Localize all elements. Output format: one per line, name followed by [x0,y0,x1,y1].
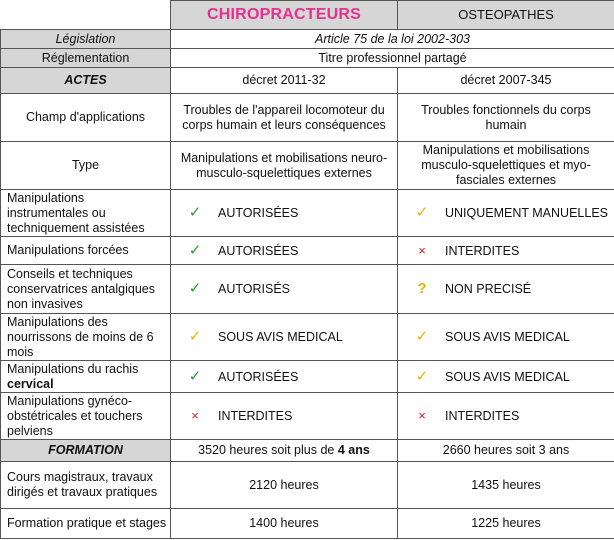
header-empty-cell [1,1,171,30]
table-row [1,237,614,265]
row-chiro [171,314,398,361]
row-osteo [398,237,614,265]
cross-icon: × [418,242,426,258]
chiropracteurs-title: CHIROPRACTEURS [207,6,361,23]
cours-label: Cours magistraux, travaux dirigés et travaux pratiques [1,462,171,509]
cross-icon: × [418,408,426,423]
row-label-bold: cervical [7,376,54,391]
pratique-chiro: 1400 heures [171,509,398,539]
actes-label: ACTES [1,68,171,94]
actes-row [1,68,614,94]
formation-osteo: 2660 heures soit 3 ans [398,440,614,462]
row-chiro-text: AUTORISÉES [218,243,299,258]
table-row [1,393,614,440]
table-row [1,314,614,361]
row-osteo [398,190,614,237]
champ-chiro: Troubles de l'appareil locomoteur du corps humain et leurs conséquences [171,94,398,142]
row-chiro-text: AUTORISÉS [218,282,291,296]
type-osteo: Manipulations et mobilisations musculo-squelettiques et myo-fasciales externes [398,142,614,190]
header-row [1,1,614,30]
row-label [1,361,171,393]
reglementation-value: Titre professionnel partagé [171,49,614,68]
row-osteo [398,361,614,393]
pratique-label: Formation pratique et stages [1,509,171,539]
check-icon: ✓ [415,204,429,221]
formation-chiro-prefix: 3520 heures soit plus de [198,443,335,457]
table-row [1,265,614,314]
header-chiropracteurs [171,1,398,30]
actes-chiro: décret 2011-32 [171,68,398,94]
row-chiro [171,190,398,237]
row-chiro [171,361,398,393]
check-icon: ✓ [188,204,202,221]
row-chiro [171,265,398,314]
row-chiro-text: AUTORISÉES [218,206,299,220]
check-icon: ✓ [188,367,202,385]
cours-osteo: 1435 heures [398,462,614,509]
champ-osteo: Troubles fonctionnels du corps humain [398,94,614,142]
cours-row [1,462,614,509]
legislation-row [1,30,614,49]
row-osteo-text: SOUS AVIS MEDICAL [445,330,570,344]
header-osteopathes [398,1,614,30]
question-icon: ? [417,280,427,297]
row-label-prefix: Manipulations du rachis [7,361,139,376]
table-row [1,190,614,237]
type-row [1,142,614,190]
row-osteo-text: INTERDITES [445,243,520,258]
check-icon: ✓ [188,241,202,259]
check-icon: ✓ [415,367,429,385]
type-label: Type [1,142,171,190]
row-chiro [171,237,398,265]
row-osteo-text: NON PRECISÉ [445,282,532,296]
reglementation-label: Réglementation [1,49,171,68]
check-icon: ✓ [188,328,202,345]
row-label: Manipulations gynéco-obstétricales et touchers pelviens [1,393,171,440]
row-osteo-text: UNIQUEMENT MANUELLES [445,206,608,220]
formation-chiro-bold: 4 ans [337,443,370,457]
reglementation-row [1,49,614,68]
check-icon: ✓ [188,280,202,297]
champ-label: Champ d'applications [1,94,171,142]
cours-chiro: 2120 heures [171,462,398,509]
type-chiro: Manipulations et mobilisations neuro-musculo-squelettiques externes [171,142,398,190]
actes-osteo: décret 2007-345 [398,68,614,94]
row-osteo [398,265,614,314]
legislation-label: Législation [1,30,171,49]
row-osteo [398,393,614,440]
row-chiro-text: AUTORISÉES [218,369,299,384]
osteopathes-title: OSTEOPATHES [458,7,554,22]
pratique-osteo: 1225 heures [398,509,614,539]
cross-icon: × [191,408,199,423]
row-chiro [171,393,398,440]
row-osteo-text: INTERDITES [445,409,520,423]
row-chiro-text: INTERDITES [218,409,293,423]
row-chiro-text: SOUS AVIS MEDICAL [218,330,343,344]
check-icon: ✓ [415,328,429,345]
row-label: Manipulations forcées [1,237,171,265]
row-label: Conseils et techniques conservatrices antalgiques non invasives [1,265,171,314]
champ-row [1,94,614,142]
table-row [1,361,614,393]
formation-label: FORMATION [1,440,171,462]
row-label: Manipulations instrumentales ou techniquement assistées [1,190,171,237]
formation-row [1,440,614,462]
formation-chiro [171,440,398,462]
row-label: Manipulations des nourrissons de moins de 6 mois [1,314,171,361]
row-osteo-text: SOUS AVIS MEDICAL [445,369,570,384]
legislation-value: Article 75 de la loi 2002-303 [171,30,614,49]
row-osteo [398,314,614,361]
pratique-row [1,509,614,539]
